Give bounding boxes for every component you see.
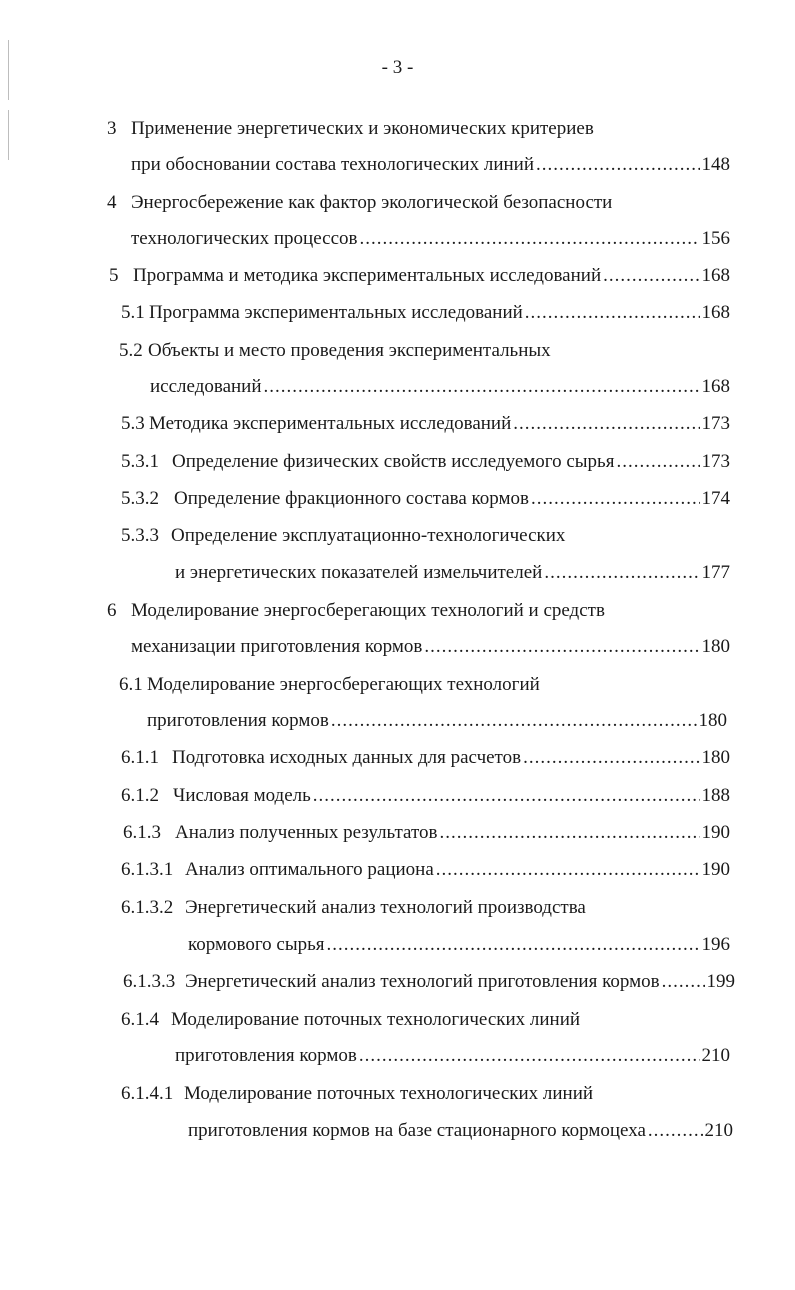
toc-entry: [109, 265, 730, 287]
toc-entry-number: 6.1.4.1: [121, 1083, 174, 1104]
toc-entry-title: Определение эксплуатационно-технологических: [171, 525, 566, 546]
dot-leader: [536, 154, 700, 176]
toc-entry-title: Применение энергетических и экономических критериев: [131, 118, 594, 139]
toc-entry: [123, 971, 735, 993]
toc-entry-number: 5.3.1: [121, 451, 159, 472]
toc-entry: [175, 562, 730, 584]
toc-entry-title: Подготовка исходных данных для расчетов: [172, 747, 522, 768]
toc-entry: [123, 822, 730, 844]
toc-entry-title: Моделирование поточных технологических линий: [184, 1083, 594, 1104]
toc-entry-page: 180: [701, 636, 730, 657]
dot-leader: [616, 451, 699, 473]
dot-leader: [603, 265, 699, 287]
toc-entry: [121, 785, 730, 807]
toc-entry-title: Моделирование энергосберегающих технологий и средств: [131, 600, 605, 621]
toc-entry-number: 6.1.3.2: [121, 897, 174, 918]
dot-leader: [648, 1120, 703, 1142]
toc-entry-number: 5.3.3: [121, 525, 159, 546]
dot-leader: [359, 228, 699, 250]
toc-entry-title: Программа и методика экспериментальных исследований: [133, 265, 602, 286]
toc-entry-number: 6: [107, 600, 117, 621]
toc-entry-page: 190: [701, 822, 730, 843]
toc-entry-number: 5: [109, 265, 119, 286]
toc-entry-number: 6.1.3.3: [123, 971, 176, 992]
toc-entry-page: 168: [701, 302, 730, 323]
toc-entry-number: 6.1.3: [123, 822, 161, 843]
toc-entry: [121, 488, 730, 510]
toc-entry: [121, 1009, 721, 1031]
toc-entry: [121, 302, 730, 324]
dot-leader: [424, 636, 699, 658]
toc-entry: [150, 376, 730, 398]
toc-entry-number: 6.1.1: [121, 747, 159, 768]
scan-artifact: [8, 110, 9, 160]
toc-entry-page: 174: [701, 488, 730, 509]
toc-entry-number: 5.1: [121, 302, 145, 323]
toc-entry-title: Энергосбережение как фактор экологической безопасности: [131, 192, 613, 213]
toc-entry: [121, 897, 721, 919]
toc-entry-page: 180: [698, 710, 727, 731]
dot-leader: [523, 747, 699, 769]
toc-entry-page: 180: [701, 747, 730, 768]
toc-entry-number: 6.1.4: [121, 1009, 159, 1030]
toc-entry: [188, 934, 730, 956]
toc-entry: [119, 674, 719, 696]
toc-entry-title: Анализ оптимального рациона: [185, 859, 434, 880]
toc-entry-page: 173: [701, 451, 730, 472]
dot-leader: [525, 302, 700, 324]
toc-entry-page: 188: [701, 785, 730, 806]
toc-entry: [107, 118, 727, 140]
toc-entry: [107, 192, 727, 214]
toc-entry-title: приготовления кормов: [175, 1045, 357, 1066]
toc-entry-page: 210: [701, 1045, 730, 1066]
toc-entry: [131, 636, 730, 658]
toc-entry-title: приготовления кормов: [147, 710, 329, 731]
toc-entry-number: 6.1.3.1: [121, 859, 174, 880]
toc-entry-title: и энергетических показателей измельчителей: [175, 562, 543, 583]
toc-entry-title: исследований: [150, 376, 262, 397]
toc-entry-title: Энергетический анализ технологий производства: [185, 897, 586, 918]
dot-leader: [662, 971, 705, 993]
dot-leader: [264, 376, 700, 398]
toc-entry: [121, 525, 721, 547]
toc-entry: [121, 413, 730, 435]
toc-entry: [188, 1120, 733, 1142]
toc-entry-title: Методика экспериментальных исследований: [149, 413, 512, 434]
toc-entry-title: Энергетический анализ технологий приготовления кормов: [185, 971, 660, 992]
toc-entry-title: кормового сырья: [188, 934, 325, 955]
dot-leader: [359, 1045, 700, 1067]
toc-entry-title: Моделирование энергосберегающих технологий: [147, 674, 540, 695]
toc-entry: [119, 340, 719, 362]
toc-entry-page: 199: [706, 971, 735, 992]
toc-entry-title: при обосновании состава технологических линий: [131, 154, 534, 175]
dot-leader: [331, 710, 697, 732]
toc-entry: [121, 451, 730, 473]
toc-entry-title: Анализ полученных результатов: [175, 822, 438, 843]
toc-entry: [121, 859, 730, 881]
dot-leader: [513, 413, 699, 435]
page-number: - 3 -: [381, 57, 414, 78]
toc-entry: [107, 600, 727, 622]
toc-entry-title: Объекты и место проведения экспериментальных: [148, 340, 551, 361]
toc-entry-number: 3: [107, 118, 117, 139]
toc-entry-title: приготовления кормов на базе стационарного кормоцеха: [188, 1120, 646, 1141]
toc-entry: [121, 1083, 721, 1105]
toc-entry-page: 148: [701, 154, 730, 175]
toc-entry-title: Числовая модель: [173, 785, 311, 806]
toc-entry-number: 6.1.2: [121, 785, 159, 806]
dot-leader: [313, 785, 700, 807]
toc-entry-title: Определение физических свойств исследуемого сырья: [172, 451, 615, 472]
toc-entry-title: Определение фракционного состава кормов: [174, 488, 530, 509]
dot-leader: [327, 934, 700, 956]
toc-entry: [131, 228, 730, 250]
dot-leader: [436, 859, 700, 881]
toc-entry-number: 5.3: [121, 413, 145, 434]
toc-entry-number: 6.1: [119, 674, 143, 695]
toc-entry: [121, 747, 730, 769]
toc-entry-title: технологических процессов: [131, 228, 358, 249]
toc-entry-page: 156: [701, 228, 730, 249]
toc-entry-page: 210: [704, 1120, 733, 1141]
toc-entry-number: 5.2: [119, 340, 143, 361]
toc-entry-page: 173: [701, 413, 730, 434]
toc-entry-page: 168: [701, 265, 730, 286]
toc-entry-title: Моделирование поточных технологических линий: [171, 1009, 581, 1030]
toc-entry: [147, 710, 727, 732]
toc-entry-page: 177: [701, 562, 730, 583]
toc-entry-page: 168: [701, 376, 730, 397]
toc-entry-title: Программа экспериментальных исследований: [149, 302, 523, 323]
dot-leader: [440, 822, 700, 844]
dot-leader: [531, 488, 699, 510]
toc-entry-number: 5.3.2: [121, 488, 159, 509]
toc-entry-number: 4: [107, 192, 117, 213]
toc-entry-page: 190: [701, 859, 730, 880]
dot-leader: [544, 562, 699, 584]
toc-entry-page: 196: [701, 934, 730, 955]
toc-entry-title: механизации приготовления кормов: [131, 636, 423, 657]
toc-entry: [131, 154, 730, 176]
toc-entry: [175, 1045, 730, 1067]
